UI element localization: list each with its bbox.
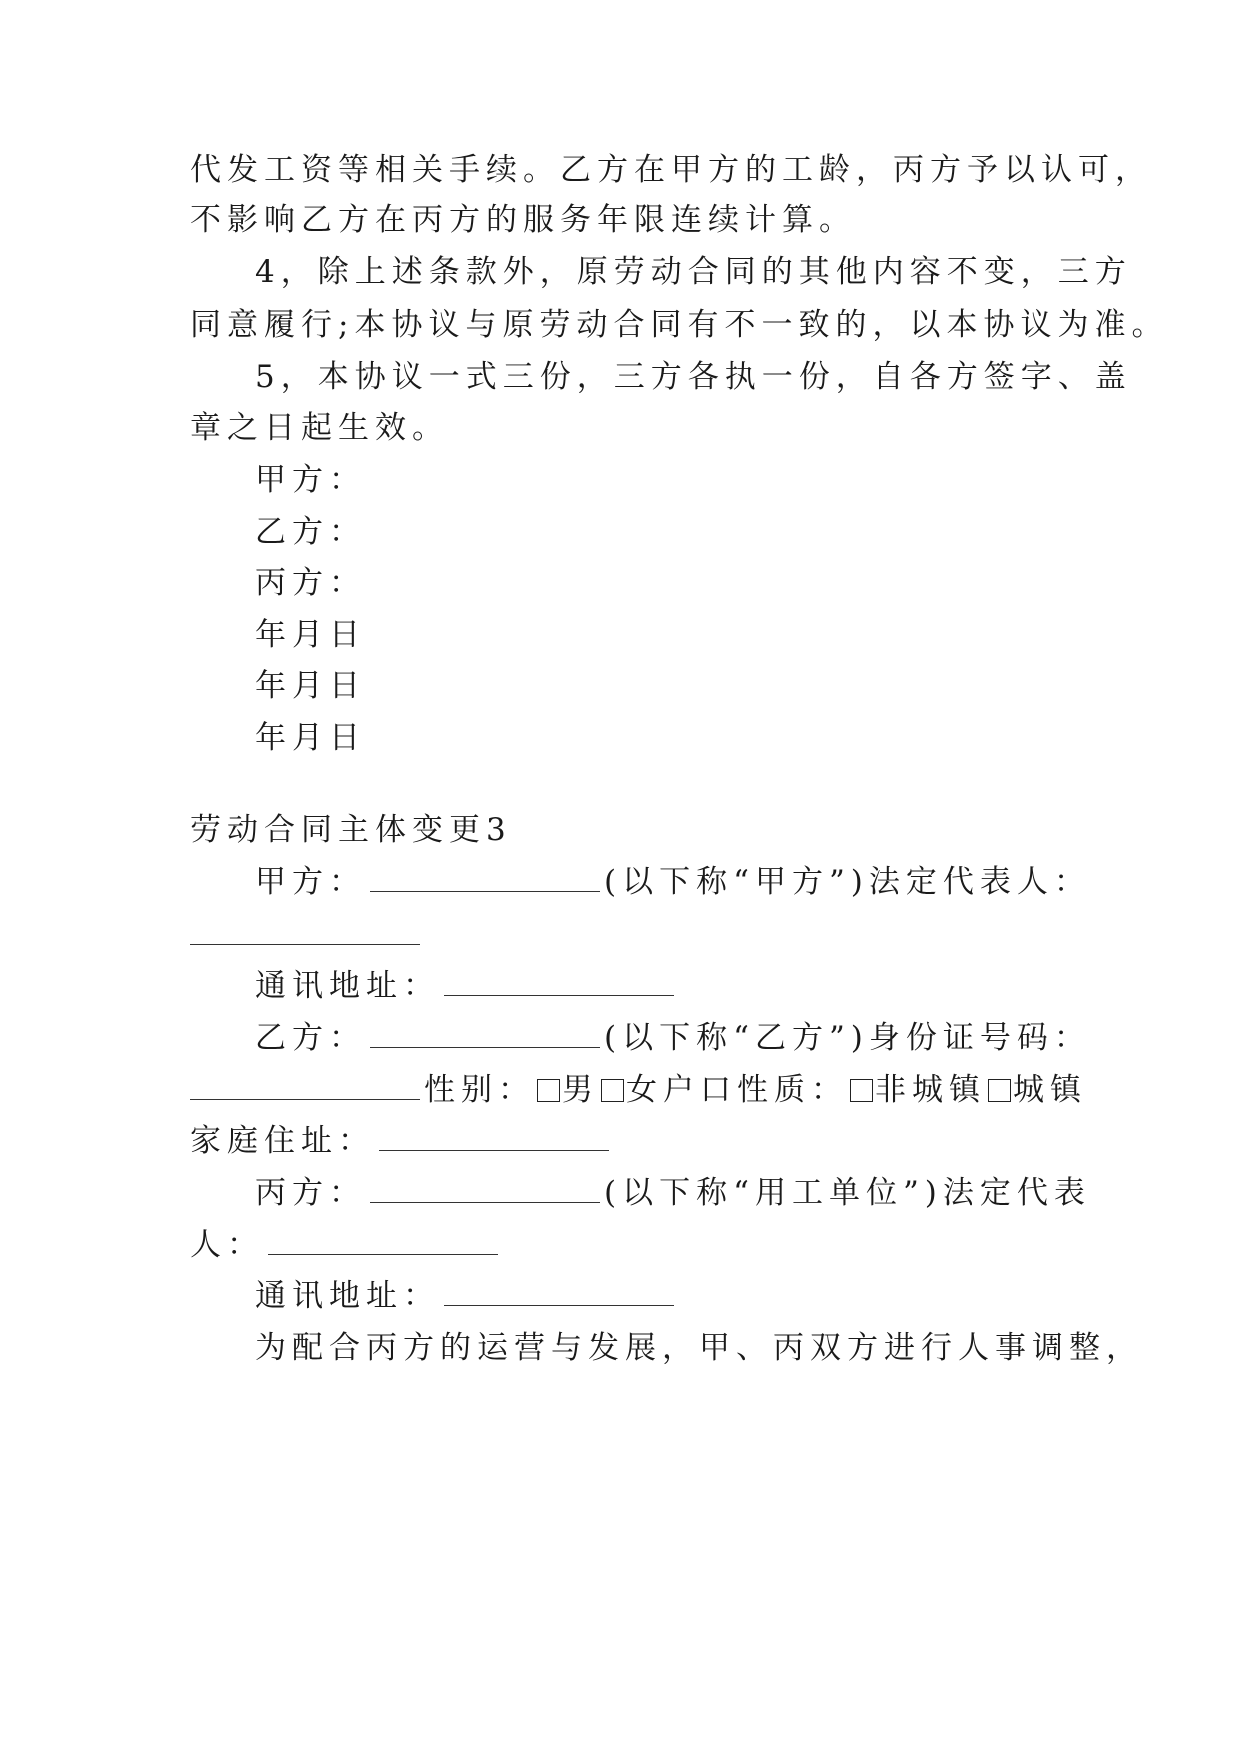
id-number-blank bbox=[190, 1071, 420, 1100]
party-b-line bbox=[255, 1018, 1091, 1058]
address-c-blank bbox=[444, 1277, 674, 1306]
signature-party-c: 丙方： bbox=[255, 565, 366, 601]
party-a-suffix: (以下称“甲方”)法定代表人： bbox=[604, 864, 1091, 900]
clause5-line2: 章之日起生效。 bbox=[190, 410, 449, 446]
male-checkbox[interactable] bbox=[537, 1079, 560, 1102]
party-a-name-blank bbox=[370, 863, 600, 892]
address-a-line bbox=[255, 966, 678, 1006]
clause5-line1: 5，本协议一式三份，三方各执一份，自各方签字、盖 bbox=[255, 359, 1132, 395]
legal-rep-c-line bbox=[190, 1225, 502, 1265]
home-address-line bbox=[190, 1121, 613, 1161]
legal-rep-a-blank bbox=[190, 916, 420, 945]
clause4-line2: 同意履行;本协议与原劳动合同有不一致的，以本协议为准。 bbox=[190, 307, 1169, 343]
section-title: 劳动合同主体变更3 bbox=[190, 812, 512, 848]
signature-date-1: 年月日 bbox=[255, 617, 366, 653]
gender-hukou-line bbox=[190, 1070, 1087, 1110]
clause3-line1: 代发工资等相关手续。乙方在甲方的工龄，丙方予以认可， bbox=[190, 152, 1152, 188]
male-label: 男 bbox=[562, 1072, 599, 1108]
signature-date-2: 年月日 bbox=[255, 668, 366, 704]
party-c-name-blank bbox=[370, 1174, 600, 1203]
address-a-label: 通讯地址： bbox=[255, 968, 440, 1004]
party-c-line bbox=[255, 1173, 1091, 1213]
party-b-name-blank bbox=[370, 1019, 600, 1048]
party-a-line bbox=[255, 862, 1091, 902]
legal-rep-c-label: 人： bbox=[190, 1227, 264, 1263]
signature-party-b: 乙方： bbox=[255, 514, 366, 550]
home-address-label: 家庭住址： bbox=[190, 1123, 375, 1159]
party-c-suffix: (以下称“用工单位”)法定代表 bbox=[604, 1175, 1091, 1211]
signature-date-3: 年月日 bbox=[255, 720, 366, 756]
party-c-label: 丙方： bbox=[255, 1175, 366, 1211]
address-c-label: 通讯地址： bbox=[255, 1278, 440, 1314]
female-label: 女 bbox=[626, 1072, 663, 1108]
hukou-label: 户口性质： bbox=[663, 1072, 848, 1108]
non-urban-label: 非城镇 bbox=[875, 1072, 986, 1108]
purpose-line: 为配合丙方的运营与发展，甲、丙双方进行人事调整， bbox=[255, 1330, 1143, 1366]
party-b-label: 乙方： bbox=[255, 1020, 366, 1056]
signature-party-a: 甲方： bbox=[255, 462, 366, 498]
address-c-line bbox=[255, 1276, 678, 1316]
address-a-blank bbox=[444, 967, 674, 996]
party-b-suffix: (以下称“乙方”)身份证号码： bbox=[604, 1020, 1091, 1056]
legal-rep-a-line bbox=[190, 915, 424, 955]
clause4-line1: 4，除上述条款外，原劳动合同的其他内容不变，三方 bbox=[255, 254, 1132, 290]
clause3-line2: 不影响乙方在丙方的服务年限连续计算。 bbox=[190, 202, 856, 238]
party-a-label: 甲方： bbox=[255, 864, 366, 900]
legal-rep-c-blank bbox=[268, 1226, 498, 1255]
urban-label: 城镇 bbox=[1013, 1072, 1087, 1108]
gender-label: 性别： bbox=[424, 1072, 535, 1108]
female-checkbox[interactable] bbox=[601, 1079, 624, 1102]
non-urban-checkbox[interactable] bbox=[850, 1079, 873, 1102]
home-address-blank bbox=[379, 1122, 609, 1151]
urban-checkbox[interactable] bbox=[988, 1079, 1011, 1102]
